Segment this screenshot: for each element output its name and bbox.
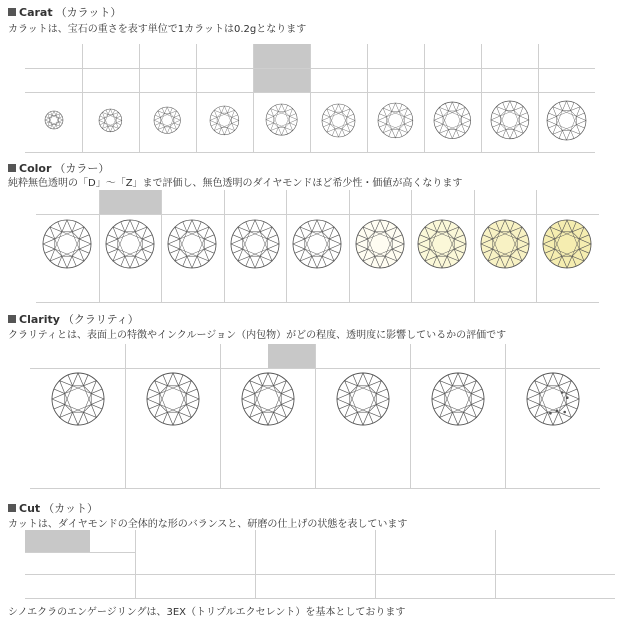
cut-grade-ex — [90, 530, 135, 552]
clarity-description-text — [224, 430, 311, 488]
cut-description: カットは、ダイヤモンドの全体的な形のバランスと、研磨の仕上げの状態を表しています — [8, 519, 408, 530]
carat-description: カラットは、宝石の重さを表す単位で1カラットは0.2gとなります — [8, 24, 307, 35]
divider — [125, 344, 126, 488]
diamond-icon — [104, 218, 156, 270]
color-grade-label — [99, 190, 162, 214]
diamond-icon — [229, 218, 281, 270]
carat-weight-label — [253, 44, 310, 68]
cut-grade-label — [375, 530, 495, 574]
carat-size-label — [25, 68, 82, 92]
color-grade-label — [36, 190, 99, 214]
carat-size-label — [82, 68, 139, 92]
diamond-icon — [354, 218, 406, 270]
cut-grade-label — [495, 530, 615, 574]
square-bullet-icon — [8, 164, 16, 172]
color-group-label — [411, 274, 474, 302]
diamond-icon — [145, 371, 201, 427]
divider — [375, 530, 376, 598]
color-group-label — [536, 274, 599, 302]
carat-size-label — [310, 68, 367, 92]
square-bullet-icon — [8, 8, 16, 16]
clarity-title-en: Clarity — [19, 312, 60, 326]
divider — [505, 344, 506, 488]
diamond-icon — [43, 109, 65, 131]
cut-description-text — [135, 574, 255, 598]
divider — [36, 214, 599, 215]
clarity-grade-label — [505, 344, 537, 368]
divider — [25, 574, 615, 575]
divider — [25, 152, 595, 153]
divider — [196, 44, 197, 152]
clarity-grade-label — [220, 344, 268, 368]
diamond-icon — [430, 371, 486, 427]
divider — [82, 44, 83, 152]
clarity-grade-label — [458, 344, 506, 368]
clarity-section-title — [8, 311, 139, 327]
carat-title-en: Carat — [19, 5, 53, 19]
carat-title-jp: （カラット） — [55, 6, 122, 19]
color-title-jp: （カラー） — [54, 162, 110, 175]
cut-grade-excellent — [25, 552, 135, 574]
square-bullet-icon — [8, 315, 16, 323]
color-group-label — [474, 274, 537, 302]
diamond-icon — [525, 371, 581, 427]
carat-size-label — [424, 68, 481, 92]
diamond-icon — [166, 218, 218, 270]
clarity-grade-label — [30, 344, 125, 368]
divider — [139, 44, 140, 152]
divider — [410, 344, 411, 488]
divider — [424, 44, 425, 152]
clarity-description-text — [129, 430, 216, 488]
carat-size-label — [538, 68, 595, 92]
carat-size-label — [253, 68, 310, 92]
cut-section-title — [8, 500, 98, 516]
diamond-icon — [208, 104, 241, 137]
diamond-icon — [335, 371, 391, 427]
diamond-icon — [97, 107, 124, 134]
color-grade-label — [286, 190, 349, 214]
clarity-grade-label — [125, 344, 220, 368]
cut-grade-label — [255, 530, 375, 574]
diamond-icon — [376, 101, 415, 140]
carat-weight-label — [538, 44, 595, 68]
carat-weight-label — [481, 44, 538, 68]
carat-weight-label — [139, 44, 196, 68]
divider — [36, 302, 599, 303]
carat-weight-label — [25, 44, 82, 68]
cut-description-text — [495, 574, 615, 598]
carat-size-label — [481, 68, 538, 92]
diamond-icon — [41, 218, 93, 270]
divider — [315, 344, 316, 488]
color-grade-label — [411, 190, 474, 214]
clarity-title-jp: （クラリティ） — [62, 313, 139, 326]
cut-description-text — [375, 574, 495, 598]
clarity-grade-label — [315, 344, 363, 368]
diamond-icon — [264, 102, 299, 137]
divider — [367, 44, 368, 152]
carat-weight-label — [82, 44, 139, 68]
color-grade-label — [349, 190, 412, 214]
divider — [495, 530, 496, 598]
diamond-icon — [489, 99, 531, 141]
clarity-grade-label — [537, 344, 568, 368]
clarity-description: クラリティとは、表面上の特徴やインクルージョン（内包物）がどの程度、透明度に影響しているかの評価です — [8, 330, 507, 341]
diamond-icon — [240, 371, 296, 427]
diamond-icon — [541, 218, 593, 270]
diamond-icon — [479, 218, 531, 270]
diamond-icon — [432, 100, 473, 141]
clarity-grade-label — [268, 344, 316, 368]
carat-weight-label — [424, 44, 481, 68]
carat-weight-label — [367, 44, 424, 68]
diamond-icon — [416, 218, 468, 270]
cut-grade-3ex — [25, 530, 90, 552]
color-group-label — [224, 274, 412, 302]
divider — [220, 344, 221, 488]
cut-description-text — [25, 574, 135, 598]
cut-grade-label — [135, 530, 255, 574]
carat-size-label — [196, 68, 253, 92]
divider — [253, 44, 254, 152]
carat-size-label — [367, 68, 424, 92]
square-bullet-icon — [8, 504, 16, 512]
color-title-en: Color — [19, 161, 52, 175]
clarity-grade-label — [363, 344, 411, 368]
cut-description-text — [255, 574, 375, 598]
carat-section-title — [8, 4, 121, 20]
divider — [30, 488, 600, 489]
clarity-description-text — [34, 430, 121, 488]
divider — [310, 44, 311, 152]
divider — [481, 44, 482, 152]
color-grade-label — [161, 190, 224, 214]
carat-weight-label — [310, 44, 367, 68]
color-group-label — [36, 274, 224, 302]
carat-size-label — [139, 68, 196, 92]
diamond-icon — [545, 99, 588, 142]
clarity-grade-label — [410, 344, 458, 368]
diamond-icon — [152, 105, 182, 135]
color-grade-label — [474, 190, 537, 214]
divider — [538, 44, 539, 152]
divider — [135, 530, 136, 598]
color-grade-label — [536, 190, 599, 214]
color-description: 純粋無色透明の「D」～「Z」まで評価し、無色透明のダイヤモンドほど希少性・価値が高くなります — [8, 178, 463, 189]
clarity-description-text — [319, 430, 406, 488]
clarity-description-text — [414, 430, 501, 488]
cut-title-en: Cut — [19, 501, 41, 515]
color-grade-label — [224, 190, 287, 214]
divider — [25, 552, 135, 553]
footer-note: シノエクラのエンゲージリングは、3EX（トリプルエクセレント）を基本としております — [8, 607, 406, 618]
diamond-icon — [291, 218, 343, 270]
diamond-icon — [320, 102, 357, 139]
clarity-description-text — [509, 430, 596, 488]
diamond-icon — [50, 371, 106, 427]
cut-title-jp: （カット） — [43, 502, 99, 515]
divider — [255, 530, 256, 598]
carat-weight-label — [196, 44, 253, 68]
clarity-grade-label — [568, 344, 600, 368]
divider — [25, 598, 615, 599]
